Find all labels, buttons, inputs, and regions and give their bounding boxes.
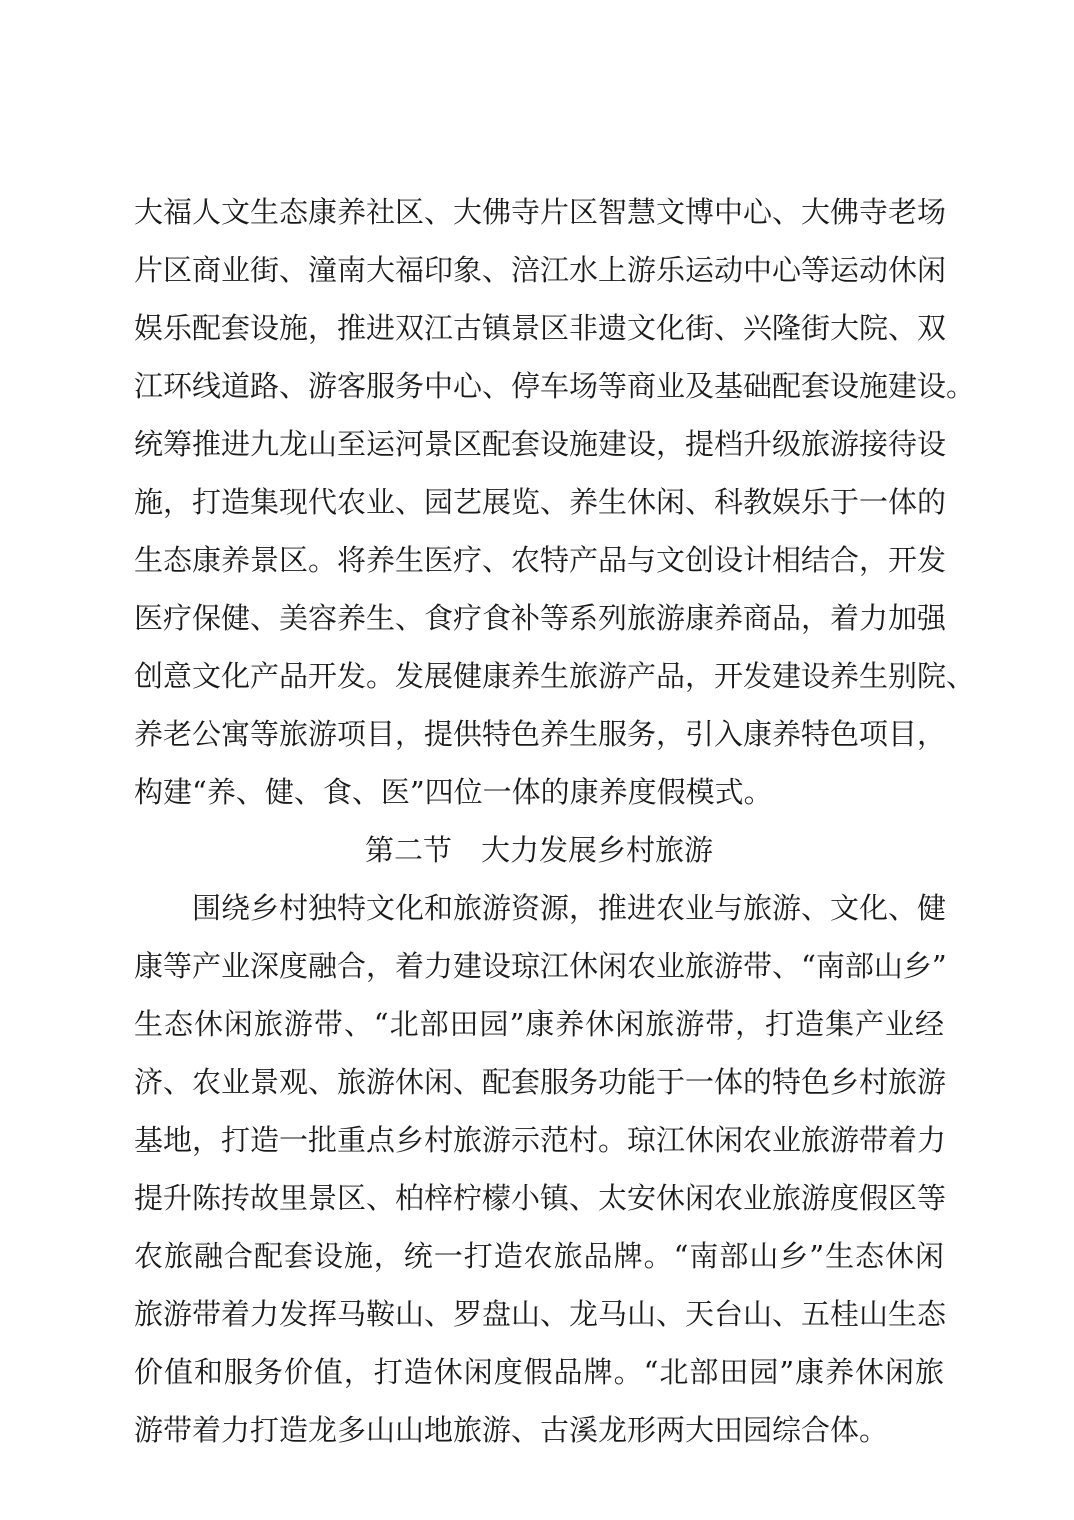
paragraph-1-line: 娱乐配套设施，推进双江古镇景区非遗文化街、兴隆街大院、双 <box>134 311 947 345</box>
paragraph-1-line: 生态康养景区。将养生医疗、农特产品与文创设计相结合，开发 <box>134 543 947 577</box>
paragraph-2-line: 游带着力打造龙多山山地旅游、古溪龙形两大田园综合体。 <box>134 1413 889 1447</box>
paragraph-1-line: 统筹推进九龙山至运河景区配套设施建设，提档升级旅游接待设 <box>134 427 947 461</box>
paragraph-1-line: 大福人文生态康养社区、大佛寺片区智慧文博中心、大佛寺老场 <box>134 195 947 229</box>
paragraph-2-line: 围绕乡村独特文化和旅游资源，推进农业与旅游、文化、健 <box>192 891 947 925</box>
paragraph-2-line: 康等产业深度融合，着力建设琼江休闲农业旅游带、“南部山乡” <box>134 949 947 983</box>
paragraph-1-line: 江环线道路、游客服务中心、停车场等商业及基础配套设施建设。 <box>134 369 976 403</box>
paragraph-1-line: 构建“养、健、食、医”四位一体的康养度假模式。 <box>134 775 773 809</box>
paragraph-2-line: 价值和服务价值，打造休闲度假品牌。“北部田园”康养休闲旅 <box>134 1355 944 1389</box>
paragraph-2-line: 提升陈抟故里景区、柏梓柠檬小镇、太安休闲农业旅游度假区等 <box>134 1181 947 1215</box>
paragraph-1-line: 养老公寓等旅游项目，提供特色养生服务，引入康养特色项目， <box>134 717 947 751</box>
paragraph-1-line: 创意文化产品开发。发展健康养生旅游产品，开发建设养生别院、 <box>134 659 976 693</box>
paragraph-2-line: 生态休闲旅游带、“北部田园”康养休闲旅游带，打造集产业经 <box>134 1007 944 1041</box>
paragraph-1-line: 片区商业街、潼南大福印象、涪江水上游乐运动中心等运动休闲 <box>134 253 947 287</box>
paragraph-2-line: 济、农业景观、旅游休闲、配套服务功能于一体的特色乡村旅游 <box>134 1065 947 1099</box>
paragraph-1-line: 医疗保健、美容养生、食疗食补等系列旅游康养商品，着力加强 <box>134 601 947 635</box>
paragraph-2-line: 基地，打造一批重点乡村旅游示范村。琼江休闲农业旅游带着力 <box>134 1123 947 1157</box>
section-heading: 第二节 大力发展乡村旅游 <box>364 833 713 867</box>
paragraph-2-line: 农旅融合配套设施，统一打造农旅品牌。“南部山乡”生态休闲 <box>134 1239 944 1273</box>
paragraph-2-line: 旅游带着力发挥马鞍山、罗盘山、龙马山、天台山、五桂山生态 <box>134 1297 947 1331</box>
paragraph-1-line: 施，打造集现代农业、园艺展览、养生休闲、科教娱乐于一体的 <box>134 485 947 519</box>
